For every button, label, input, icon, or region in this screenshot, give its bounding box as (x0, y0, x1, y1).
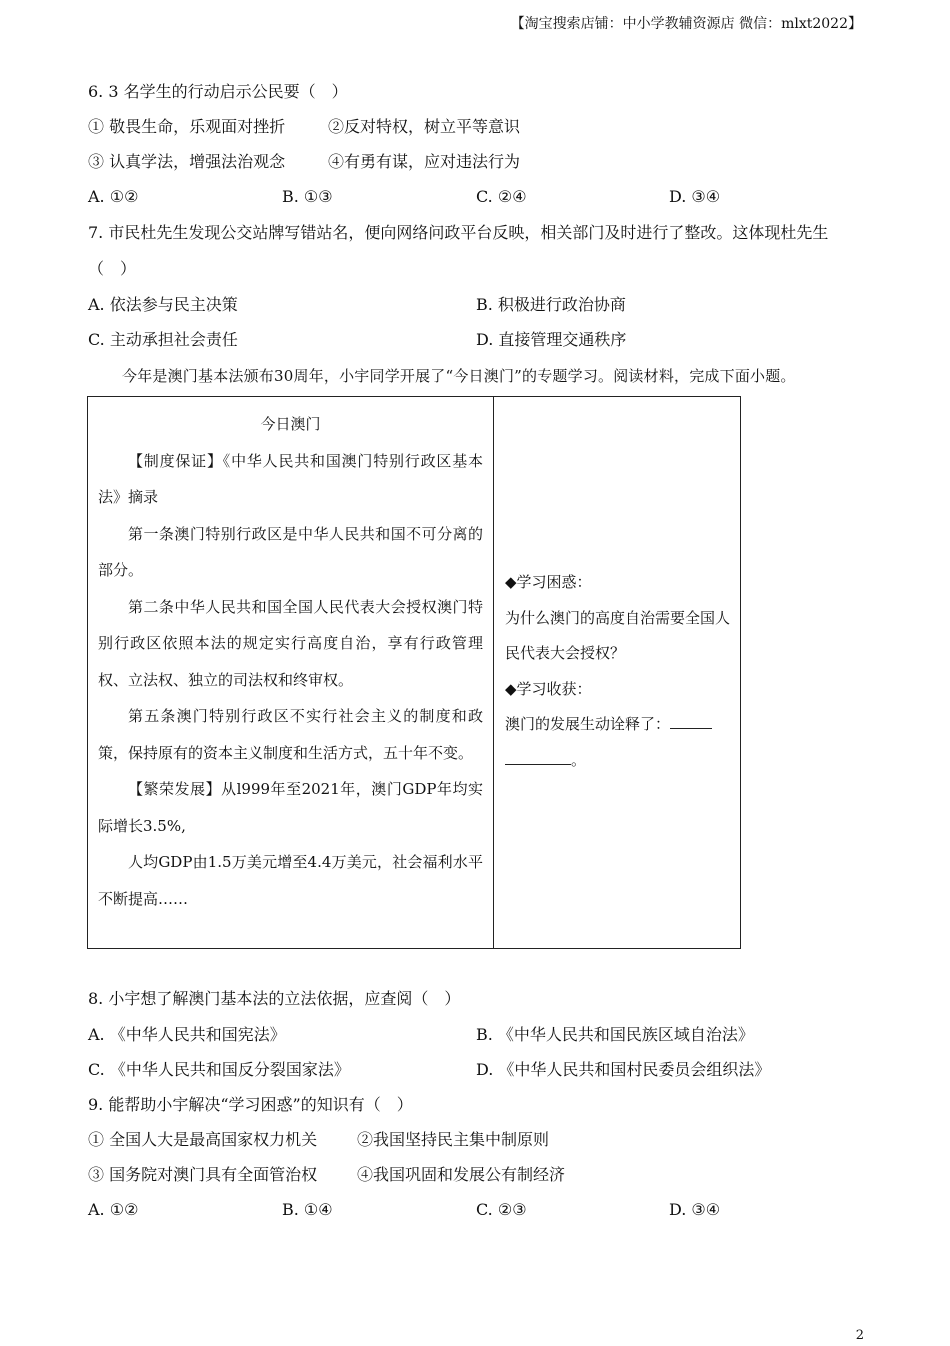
q6-statement-3: ③ 认真学法，增强法治观念 (88, 152, 286, 171)
material-article-1: 第一条澳门特别行政区是中华人民共和国不可分离的部分。 (98, 524, 483, 579)
learning-confusion-label: ◆学习困惑： (505, 573, 592, 591)
q9-statement-1: ① 全国人大是最高国家权力机关 (88, 1130, 318, 1149)
q9-statement-3: ③ 国务院对澳门具有全面管治权 (88, 1165, 318, 1184)
learning-gain-end: 。 (571, 750, 587, 769)
learning-confusion-text: 为什么澳门的高度自治需要全国人民代表大会授权？ (505, 608, 731, 662)
q9-statement-4: ④我国巩固和发展公有制经济 (357, 1165, 566, 1184)
material-title: 今日澳门 (260, 415, 321, 433)
q9-option-c: C. ②③ (476, 1200, 527, 1219)
page-header: 【淘宝搜索店铺：中小学教辅资源店 微信：mlxt2022】 (510, 16, 862, 32)
page-number: 2 (855, 1328, 864, 1343)
q9-stem: 9. 能帮助小宇解决“学习困惑”的知识有（ ） (88, 1095, 413, 1114)
material-intro: 今年是澳门基本法颁布30周年，小宇同学开展了“今日澳门”的专题学习。阅读材料，完成下面小题。 (122, 367, 796, 385)
q8-option-d: D. 《中华人民共和国村民委员会组织法》 (476, 1060, 771, 1079)
q6-option-d: D. ③④ (669, 187, 721, 206)
q8-option-b: B. 《中华人民共和国民族区域自治法》 (476, 1025, 754, 1044)
q6-option-c: C. ②④ (476, 187, 527, 206)
material-left-cell (88, 397, 494, 948)
q7-option-c: C. 主动承担社会责任 (88, 330, 238, 349)
q7-option-a: A. 依法参与民主决策 (88, 295, 238, 314)
material-gdp-per-capita: 人均GDP由1.5万美元增至4.4万美元，社会福利水平不断提高…… (98, 853, 483, 908)
q6-statement-2: ②反对特权，树立平等意识 (328, 117, 521, 136)
q8-stem: 8. 小宇想了解澳门基本法的立法依据，应查阅（ ） (88, 989, 461, 1008)
q9-option-d: D. ③④ (669, 1200, 721, 1219)
learning-gain-label: ◆学习收获： (505, 679, 592, 698)
q8-option-a: A. 《中华人民共和国宪法》 (88, 1025, 286, 1044)
material-system-guarantee: 【制度保证】《中华人民共和国澳门特别行政区基本法》摘录 (98, 451, 483, 506)
q6-stem: 6. 3 名学生的行动启示公民要（ ） (88, 82, 348, 101)
learning-gain-text: 澳门的发展生动诠释了： (505, 715, 671, 733)
q7-stem-bracket: （ ） (88, 259, 137, 278)
q8-option-c: C. 《中华人民共和国反分裂国家法》 (88, 1060, 350, 1079)
material-article-2: 第二条中华人民共和国全国人民代表大会授权澳门特别行政区依照本法的规定实行高度自治，享有行政管理权、立法权、独立的司法权和终审权。 (98, 597, 483, 689)
material-article-5: 第五条澳门特别行政区不实行社会主义的制度和政策，保持原有的资本主义制度和生活方式，五十年不变。 (98, 707, 483, 762)
q7-option-d: D. 直接管理交通秩序 (476, 330, 627, 349)
q6-statement-4: ④有勇有谋，应对违法行为 (328, 152, 521, 171)
answer-blank (670, 712, 712, 729)
answer-blank-continued (505, 748, 571, 765)
q9-statement-2: ②我国坚持民主集中制原则 (357, 1130, 550, 1149)
q9-option-b: B. ①④ (282, 1200, 333, 1219)
material-table (87, 396, 741, 949)
material-prosperity: 【繁荣发展】从l999年至2021年，澳门GDP年均实际增长3.5%, (98, 780, 483, 835)
q9-option-a: A. ①② (88, 1200, 139, 1219)
q6-option-a: A. ①② (88, 187, 139, 206)
q7-stem: 7. 市民杜先生发现公交站牌写错站名，便向网络问政平台反映，相关部门及时进行了整改。这体现杜先生 (88, 223, 829, 242)
q7-option-b: B. 积极进行政治协商 (476, 295, 626, 314)
q6-option-b: B. ①③ (282, 187, 333, 206)
q6-statement-1: ① 敬畏生命，乐观面对挫折 (88, 117, 286, 136)
material-right-cell (494, 397, 740, 948)
